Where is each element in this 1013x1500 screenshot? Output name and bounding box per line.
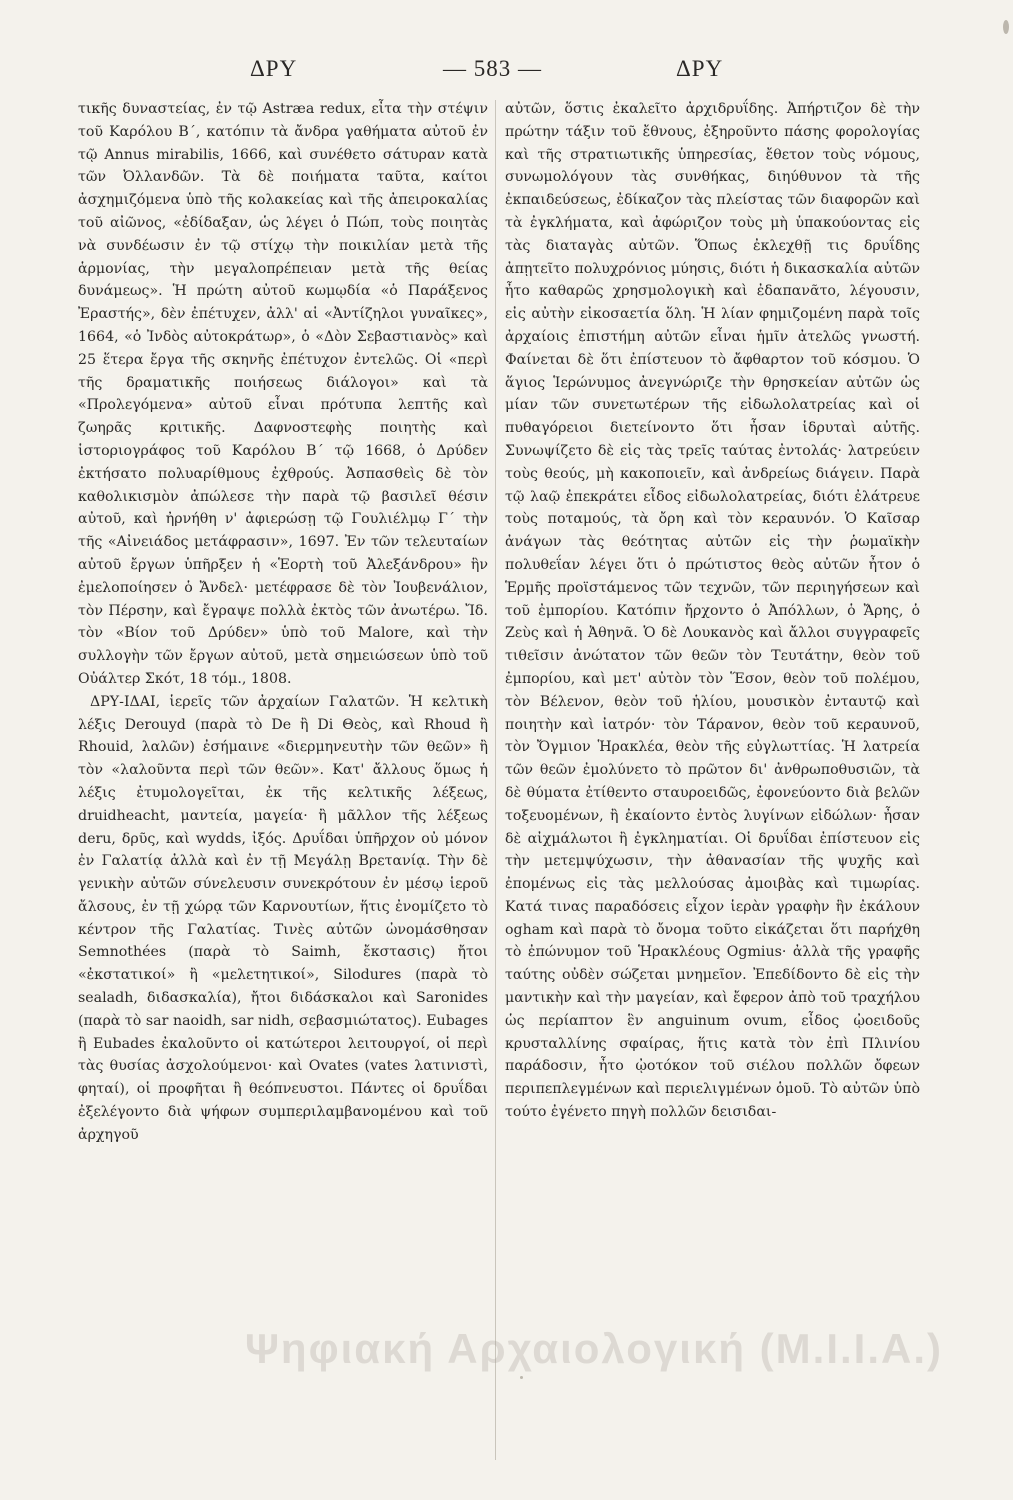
header-right-word: ΔΡΥ [676, 56, 724, 81]
column-divider [495, 100, 496, 1460]
library-watermark: Ψηφιακή Αρχαιολογική (Μ.Ι.Ι.Α.) [244, 1325, 943, 1372]
right-column [505, 98, 920, 1468]
left-column [78, 98, 488, 1468]
right-paragraph-continuation: αὐτῶν, ὅστις ἐκαλεῖτο ἀρχιδρυΐδης. Ἀπήρτιζον δὲ τὴν πρώτην τάξιν τοῦ ἔθνους, ἐξηροῦντο πάσης φορολογίας καὶ τῆς στρατιωτικῆς ὑπηρεσίας, ἔθετον τοὺς νόμους, συνωμολόγουν τὰς συνθήκας, διηύθυνον τὰ τῆς ἐκπαιδεύσεως, ἐδίκαζον τὰς πλείστας τῶν διαφορῶν καὶ τὰ ἐγκλήματα, καὶ ἀφώριζον τοὺς μὴ ὑπακούοντας εἰς τὰς διαταγὰς αὐτῶν. Ὅπως ἐκλεχθῇ τις δρυΐδης ἀπῃτεῖτο πολυχρόνιος μύησις, διότι ἡ δικασκαλία αὐτῶν ἦτο καθαρῶς χρησμολογικὴ καὶ ἐδαπανᾶτο, λέγουσιν, εἰς αὐτὴν εἰκοσαετία ὅλη. Ἡ λίαν φημιζομένη παρὰ τοῖς ἀρχαίοις ἐπιστήμη αὐτῶν εἶναι ἡμῖν ἀτελῶς γνωστή. Φαίνεται δὲ ὅτι ἐπίστευον τὸ ἄφθαρτον τοῦ κόσμου. Ὁ ἅγιος Ἱερώνυμος ἀνεγνώριζε τὴν θρησκείαν αὐτῶν ὡς μίαν τῶν συνετωτέρων τῆς εἰδωλολατρείας καὶ οἱ πυθαγόρειοι διετείνοντο ὅτι ἦσαν ἱδρυταὶ αὐτῆς. Συνωψίζετο δὲ εἰς τὰς τρεῖς ταύτας ἐντολάς· λατρεύειν τοὺς θεούς, μὴ κακοποιεῖν, καὶ ἀνδρείως διάγειν. Παρὰ τῷ λαῷ ἐπεκράτει εἶδος εἰδωλολατρείας, διότι ἐλάτρευε τοὺς ποταμούς, τὰ ὄρη καὶ τὸν κεραυνόν. Ὁ Καῖσαρ ἀνάγων τὰς θεότητας αὐτῶν εἰς τὴν ῥωμαϊκὴν πολυθεΐαν λέγει ὅτι ὁ πρώτιστος θεὸς αὐτῶν ἦτον ὁ Ἑρμῆς προϊστάμενος τῶν τεχνῶν, τῶν περιηγήσεων καὶ τοῦ ἐμπορίου. Κατόπιν ἤρχοντο ὁ Ἀπόλλων, ὁ Ἄρης, ὁ Ζεὺς καὶ ἡ Ἀθηνᾶ. Ὁ δὲ Λουκανὸς καὶ ἄλλοι συγγραφεῖς τιθεῖσιν ἀνώτατον τῶν θεῶν τὸν Τευτάτην, θεὸν τοῦ ἐμπορίου, καὶ μετ' αὐτὸν τὸν Ἕσον, θεὸν τοῦ πολέμου, τὸν Βέλενον, θεὸν τοῦ ἡλίου, μουσικὸν ἐνταυτῷ καὶ ποιητὴν καὶ ἰατρόν· τὸν Τάρανον, θεὸν τοῦ κεραυνοῦ, τὸν Ὄγμιον Ἡρακλέα, θεὸν τῆς εὐγλωττίας. Ἡ λατρεία τῶν θεῶν ἐμολύνετο τὸ πρῶτον δι' ἀνθρωποθυσιῶν, τὰ δὲ θύματα ἐτίθεντο σταυροειδῶς, ἐφονεύοντο διὰ βελῶν τοξευομένων, ἢ ἐκαίοντο ἐντὸς λυγίνων εἰδώλων· ἦσαν δὲ αἰχμάλωτοι ἢ ἐγκληματίαι. Οἱ δρυΐδαι ἐπίστευον εἰς τὴν μετεμψύχωσιν, τὴν ἀθανασίαν τῆς ψυχῆς καὶ ἐπομένως εἰς τὰς μελλούσας ἀμοιβὰς καὶ τιμωρίας. Κατά τινας παραδόσεις εἶχον ἱερὰν γραφὴν ἣν ἐκάλουν ogham καὶ παρὰ τὸ ὄνομα τοῦτο εἰκάζεται ὅτι παρήχθη τὸ ἐπώνυμον τοῦ Ἡρακλέους Ogmius· ἀλλὰ τῆς γραφῆς ταύτης οὐδὲν σώζεται μνημεῖον. Ἐπεδίδοντο δὲ εἰς τὴν μαντικὴν καὶ τὴν μαγείαν, καὶ ἔφερον ἀπὸ τοῦ τραχήλου ὡς περίαπτον ἓν anguinum ovum, εἶδος ᾠοειδοῦς κρυσταλλίνης σφαίρας, ἥτις κατὰ τὸν ἐπὶ Πλινίου παράδοσιν, ἦτο ᾠοτόκον τοῦ σιέλου πολλῶν ὄφεων περιπεπλεγμένων καὶ περιελιγμένων ὁμοῦ. Τὸ αὐτῶν ὑπὸ τούτο ἐγένετο πηγὴ πολλῶν δεισιδαι- [505, 101, 920, 1121]
paper-speck [1003, 20, 1009, 34]
left-paragraph-continuation: τικῆς δυναστείας, ἐν τῷ Astræa redux, εἶτα τὴν στέψιν τοῦ Καρόλου Β΄, κατόπιν τὰ ἄνδρα γαθήματα αὐτοῦ ἐν τῷ Annus mirabilis, 1666, καὶ συνέθετο σάτυραν κατὰ τῶν Ὀλλανδῶν. Τὰ δὲ ποιήματα ταῦτα, καίτοι ἀσχημιζόμενα ὑπὸ τῆς κολακείας καὶ τῆς ἀπειροκαλίας τοῦ αἰῶνος, «ἐδίδαξαν, ὡς λέγει ὁ Πώπ, τοὺς ποιητὰς νὰ συνδέωσιν ἐν τῷ στίχῳ τὴν ποικιλίαν μετὰ τῆς ἁρμονίας, τὴν μεγαλοπρέπειαν μετὰ τῆς θείας δυνάμεως». Ἡ πρώτη αὐτοῦ κωμῳδία «ὁ Παράξενος Ἐραστής», δὲν ἐπέτυχεν, ἀλλ' αἱ «Ἀντίζηλοι γυναῖκες», 1664, «ὁ Ἰνδὸς αὐτοκράτωρ», ὁ «Δὸν Σεβαστιανὸς» καὶ 25 ἕτερα ἔργα τῆς σκηνῆς ἐπέτυχον ἐντελῶς. Οἱ «περὶ τῆς δραματικῆς ποιήσεως διάλογοι» καὶ τὰ «Προλεγόμενα» αὐτοῦ εἶναι πρότυπα λεπτῆς καὶ ζωηρᾶς κριτικῆς. Δαφνοστεφὴς ποιητὴς καὶ ἱστοριογράφος τοῦ Καρόλου Β΄ τῷ 1668, ὁ Δρύδεν ἐκτήσατο πολυαρίθμους ἐχθρούς. Ἀσπασθεὶς δὲ τὸν καθολικισμὸν ἀπώλεσε τὴν παρὰ τῷ βασιλεῖ θέσιν αὐτοῦ, καὶ ἠρνήθη ν' ἀφιερώσῃ τῷ Γουλιέλμῳ Γ΄ τὴν τῆς «Αἰνειάδος μετάφρασιν», 1697. Ἐν τῶν τελευταίων αὐτοῦ ἔργων ὑπῆρξεν ἡ «Ἑορτὴ τοῦ Ἀλεξάνδρου» ἣν ἐμελοποίησεν ὁ Ἄνδελ· μετέφρασε δὲ τὸν Ἰουβενάλιον, τὸν Πέρσην, καὶ ἔγραψε πολλὰ ἐκτὸς τῶν ἀνωτέρω. Ἴδ. τὸν «Βίον τοῦ Δρύδεν» ὑπὸ τοῦ Malore, καὶ τὴν συλλογὴν τῶν ἔργων αὐτοῦ, μετὰ σημειώσεων ὑπὸ τοῦ Οὐάλτερ Σκότ, 18 τόμ., 1808. [78, 101, 488, 687]
header-left-word: ΔΡΥ [250, 56, 298, 81]
page-header [80, 56, 940, 88]
entry-druids: ΔΡΥ-ΙΔΑΙ, ἱερεῖς τῶν ἀρχαίων Γαλατῶν. Ἡ κελτικὴ λέξις Derouyd (παρὰ τὸ De ἢ Di Θεὸς, καὶ Rhoud ἢ Rhouid, λαλῶν) ἐσήμαινε «διερμηνευτὴν τῶν θεῶν» ἢ τὸν «λαλοῦντα περὶ τῶν θεῶν». Κατ' ἄλλους ὅμως ἡ λέξις ἐτυμολογεῖται, ἐκ τῆς κελτικῆς λέξεως, druidheacht, μαντεία, μαγεία· ἢ μᾶλλον τῆς λέξεως deru, δρῦς, καὶ wydds, ἰξός. Δρυΐδαι ὑπῆρχον οὐ μόνον ἐν Γαλατίᾳ ἀλλὰ καὶ ἐν τῇ Μεγάλῃ Βρετανίᾳ. Τὴν δὲ γενικὴν αὐτῶν σύνελευσιν συνεκρότουν ἐν μέσῳ ἱεροῦ ἄλσους, ἐν τῇ χώρᾳ τῶν Καρνουτίων, ἥτις ἐνομίζετο τὸ κέντρον τῆς Γαλατίας. Τινὲς αὐτῶν ὠνομάσθησαν Semnothées (παρὰ τὸ Saimh, ἔκστασις) ἤτοι «ἐκστατικοί» ἢ «μελετητικοί», Silodures (παρὰ τὸ sealadh, διδασκαλία), ἤτοι διδάσκαλοι καὶ Saronides (παρὰ τὸ sar naoidh, sar nidh, σεβασμιώτατος). Eubages ἢ Eubades ἐκαλοῦντο οἱ κατώτεροι λειτουργοί, οἱ περὶ τὰς θυσίας ἀσχολούμενοι· καὶ Ovates (vates λατινιστὶ, φηταί), οἱ προφῆται ἢ θεόπνευστοι. Πάντες οἱ δρυΐδαι ἐξελέγοντο διὰ ψήφων συμπεριλαμβανομένου καὶ τοῦ ἀρχηγοῦ [78, 693, 488, 1143]
paper-speck [520, 1376, 523, 1379]
page-number: — 583 — [443, 56, 542, 81]
